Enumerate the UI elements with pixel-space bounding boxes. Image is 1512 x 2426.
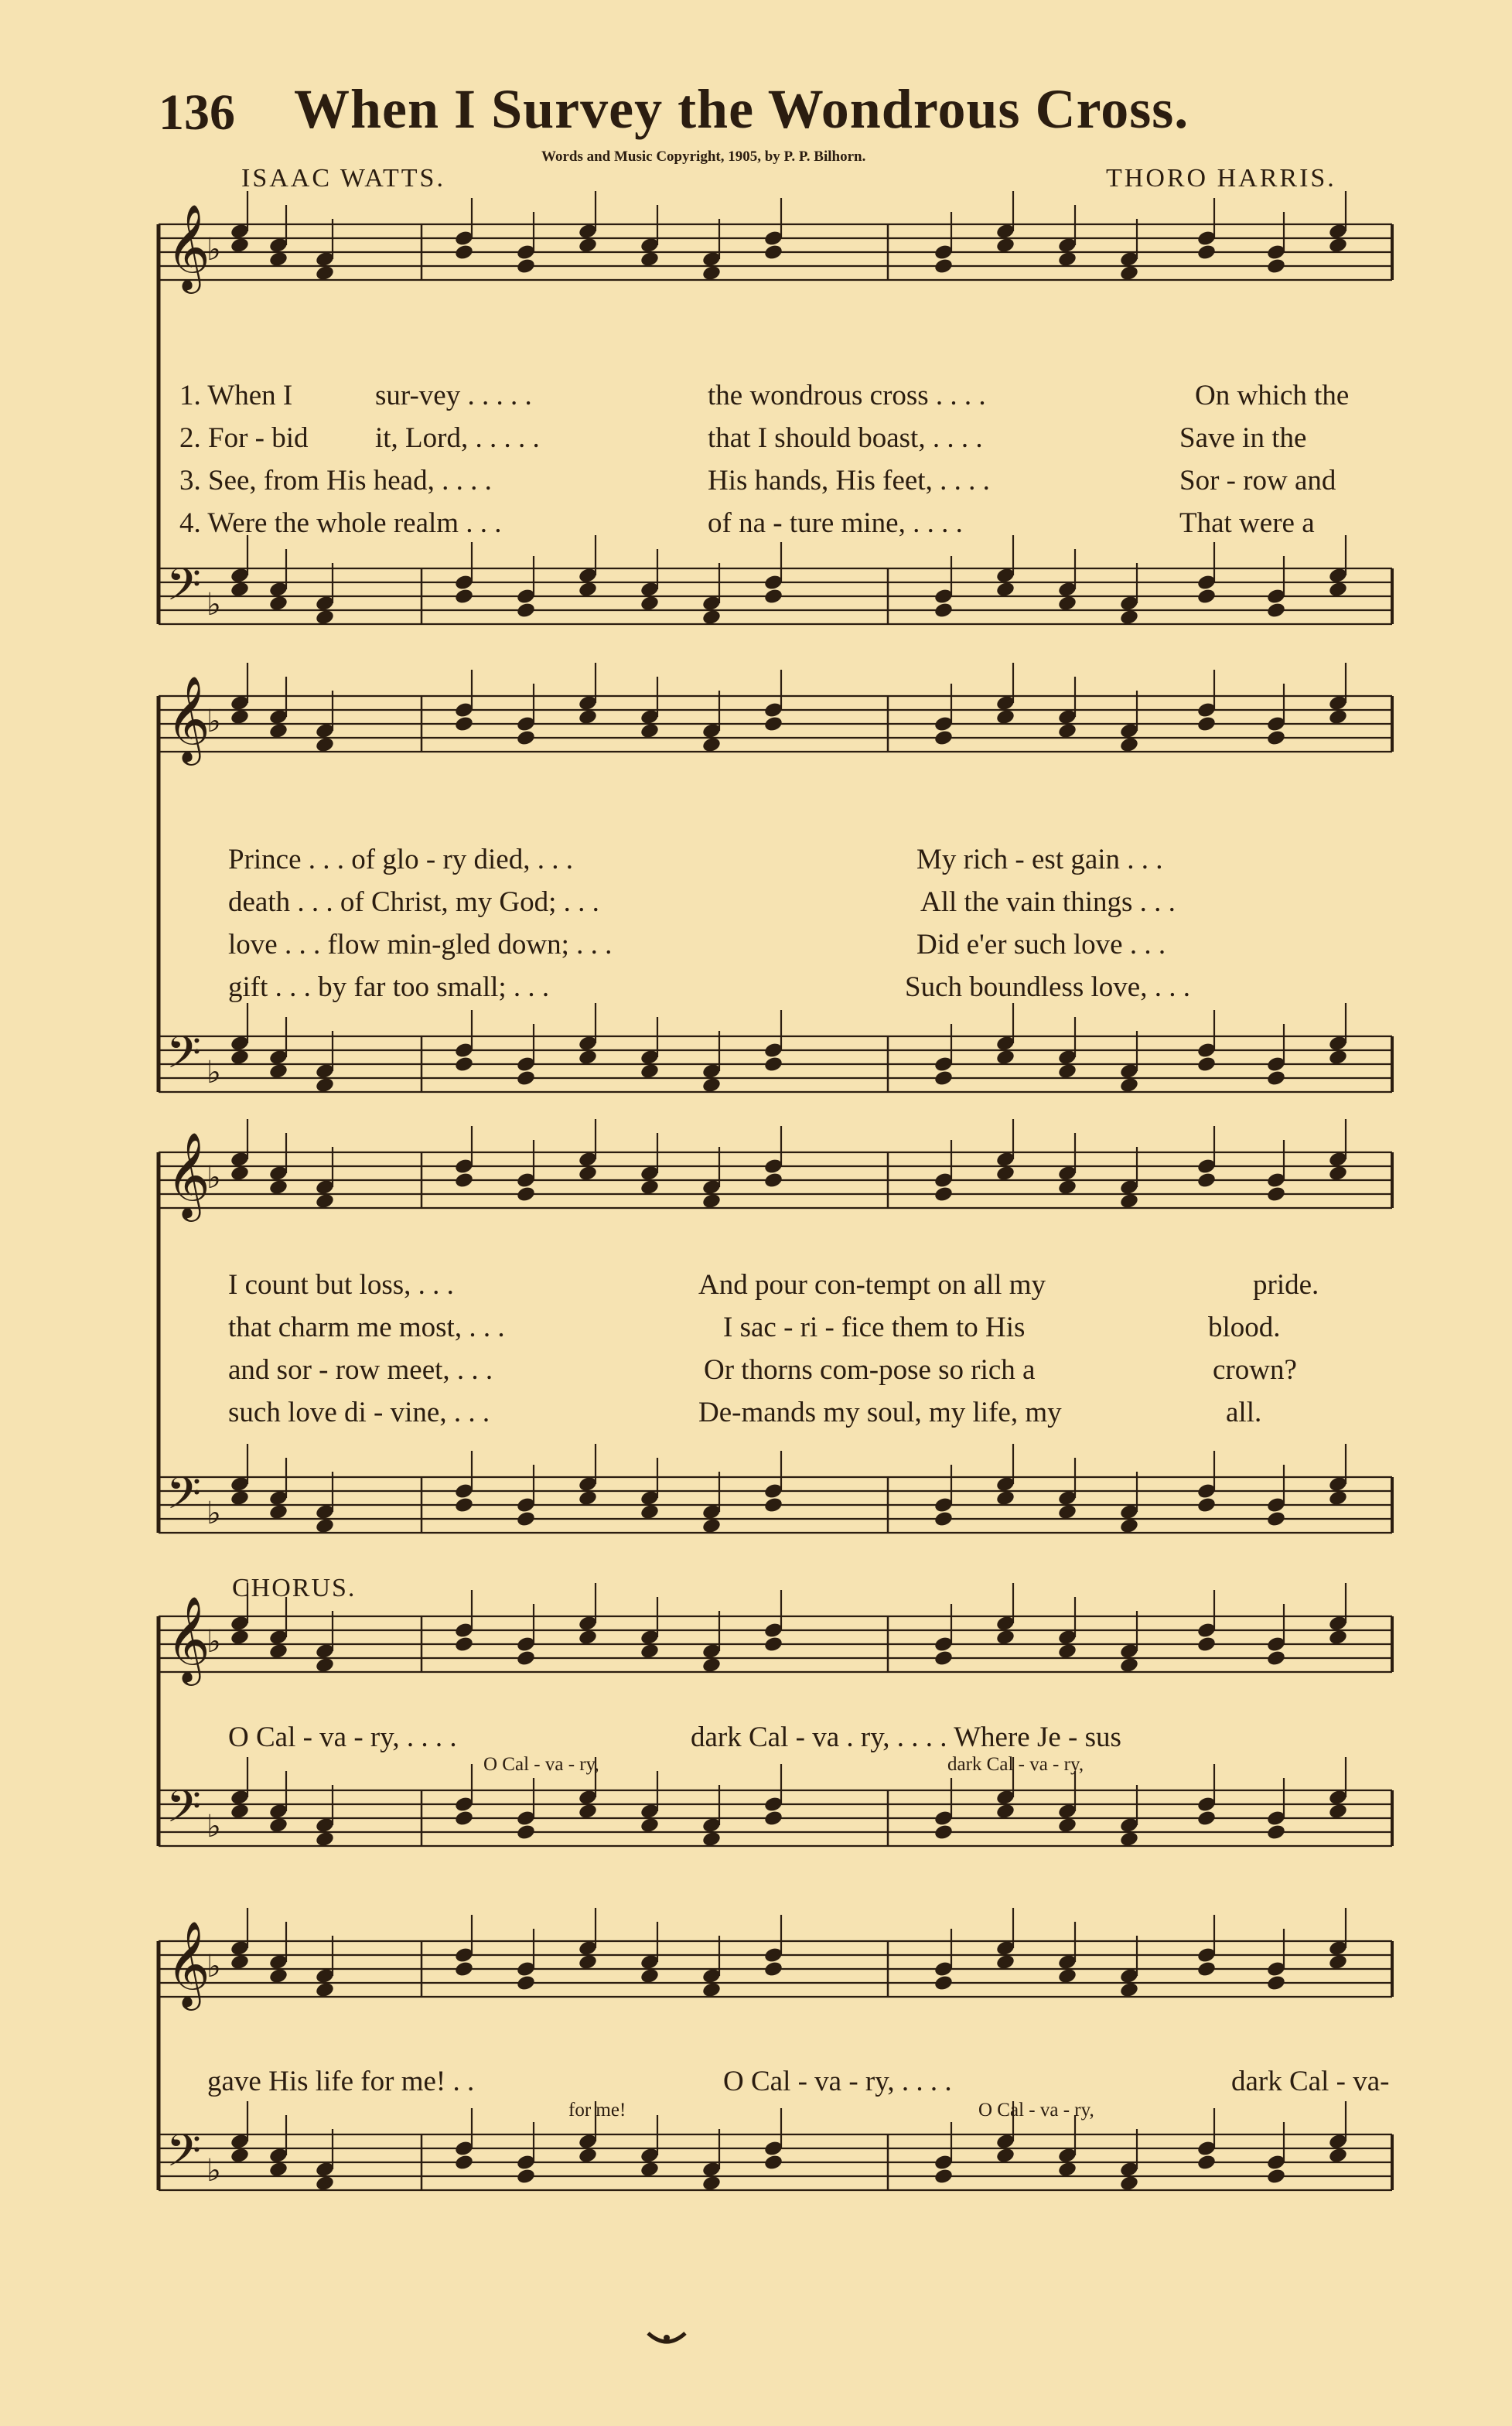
svg-text:♭: ♭ — [206, 1496, 221, 1531]
svg-text:♭: ♭ — [206, 704, 221, 739]
lyric-s1-v2-b: it, Lord, . . . . . — [375, 422, 540, 454]
svg-text:♭: ♭ — [206, 1624, 221, 1660]
lyric-s3-v3-c: crown? — [1213, 1354, 1297, 1386]
lyric-s3-v4-b: De-mands my soul, my life, my — [698, 1397, 1062, 1428]
svg-text:𝄞: 𝄞 — [166, 1131, 210, 1218]
svg-text:𝄢: 𝄢 — [166, 2124, 202, 2188]
composer: THORO HARRIS. — [1106, 164, 1336, 193]
system-2-score — [0, 675, 1512, 1114]
svg-text:𝄢: 𝄢 — [166, 1026, 202, 1090]
lyric-s2-v3-b: Did e'er such love . . . — [916, 929, 1166, 961]
lyric-s1-v3-a: 3. See, from His head, . . . . — [179, 465, 492, 496]
bass-staff-3 — [159, 1444, 1392, 1534]
svg-text:𝄞: 𝄞 — [166, 1920, 210, 2007]
lyric-s3-v1-c: pride. — [1253, 1269, 1319, 1301]
lyric-s3-v2-b: I sac - ri - fice them to His — [723, 1312, 1026, 1343]
lyric-s2-v1-a: Prince . . . of glo - ry died, . . . — [228, 844, 573, 875]
chorus-label: CHORUS. — [232, 1574, 357, 1602]
lyric-s1-v1-d: On which the — [1195, 380, 1350, 411]
lyric-s5-c: dark Cal - va- — [1231, 2066, 1390, 2097]
lyric-s2-v2-a: death . . . of Christ, my God; . . . — [228, 886, 599, 918]
lyric-s4-a: O Cal - va - ry, . . . . — [228, 1721, 457, 1753]
lyric-s5-b: O Cal - va - ry, . . . . — [723, 2066, 952, 2097]
lyric-s3-v3-b: Or thorns com-pose so rich a — [704, 1354, 1036, 1386]
lyric-s3-v2-a: that charm me most, . . . — [228, 1312, 505, 1343]
bass-staff-5 — [159, 2101, 1392, 2192]
svg-text:♭: ♭ — [206, 1949, 221, 1984]
lyric-s1-v1-a: 1. When I — [179, 380, 293, 411]
lyric-s2-v1-b: My rich - est gain . . . — [916, 844, 1163, 875]
lyric-s1-v4-a: 4. Were the whole realm . . . — [179, 507, 502, 539]
treble-staff-2 — [159, 663, 1392, 766]
lyric-s5-a: gave His life for me! . . — [207, 2066, 475, 2097]
lyric-s3-v2-c: blood. — [1208, 1312, 1281, 1343]
echo-s4-a: O Cal - va - ry, — [483, 1754, 599, 1775]
lyric-s1-v4-c: of na - ture mine, . . . . — [708, 507, 963, 539]
lyric-s1-v2-c: that I should boast, . . . . — [708, 422, 983, 454]
bass-staff-1 — [159, 535, 1392, 626]
svg-text:𝄢: 𝄢 — [166, 558, 202, 622]
echo-s4-b: dark Cal - va - ry, — [947, 1754, 1084, 1775]
echo-s5-a: for me! — [568, 2100, 626, 2121]
lyric-s3-v4-c: all. — [1226, 1397, 1262, 1428]
lyric-s1-v1-b: sur-vey . . . . . — [375, 380, 532, 411]
svg-text:𝄢: 𝄢 — [166, 1467, 202, 1530]
svg-text:♭: ♭ — [206, 1055, 221, 1090]
treble-staff-5 — [159, 1908, 1392, 2011]
fermata-mark — [0, 2324, 1512, 2355]
lyric-s2-v2-b: All the vain things . . . — [920, 886, 1176, 918]
lyric-s3-v4-a: such love di - vine, . . . — [228, 1397, 490, 1428]
lyric-s1-v2-a: 2. For - bid — [179, 422, 309, 454]
treble-staff-1 — [159, 191, 1392, 294]
lyric-s3-v1-b: And pour con-tempt on all my — [698, 1269, 1046, 1301]
lyric-s2-v4-b: Such boundless love, . . . — [905, 971, 1190, 1003]
treble-staff-3 — [159, 1119, 1392, 1222]
lyric-s1-v1-c: the wondrous cross . . . . — [708, 380, 986, 411]
svg-text:♭: ♭ — [206, 2153, 221, 2189]
svg-text:𝄞: 𝄞 — [166, 1595, 210, 1682]
lyric-s2-v4-a: gift . . . by far too small; . . . — [228, 971, 550, 1003]
svg-text:♭: ♭ — [206, 587, 221, 623]
echo-s5-b: O Cal - va - ry, — [978, 2100, 1094, 2121]
svg-text:𝄞: 𝄞 — [166, 203, 210, 290]
lyric-s1-v3-c: His hands, His feet, . . . . — [708, 465, 990, 496]
lyric-s1-v4-d: That were a — [1179, 507, 1315, 539]
svg-text:♭: ♭ — [206, 1160, 221, 1196]
svg-text:𝄢: 𝄢 — [166, 1780, 202, 1844]
lyric-s1-v2-d: Save in the — [1179, 422, 1307, 454]
lyric-s4-b: dark Cal - va . ry, . . . . Where Je - sus — [691, 1721, 1121, 1753]
hymn-number: 136 — [159, 84, 235, 141]
svg-text:𝄞: 𝄞 — [166, 675, 210, 762]
lyricist: ISAAC WATTS. — [241, 164, 445, 193]
copyright-notice: Words and Music Copyright, 1905, by P. P. Bilhorn. — [541, 148, 866, 165]
hymn-title: When I Survey the Wondrous Cross. — [294, 78, 1189, 140]
lyric-s3-v1-a: I count but loss, . . . — [228, 1269, 454, 1301]
svg-text:♭: ♭ — [206, 1809, 221, 1844]
lyric-s1-v3-d: Sor - row and — [1179, 465, 1336, 496]
lyric-s2-v3-a: love . . . flow min-gled down; . . . — [228, 929, 613, 961]
bass-staff-4 — [159, 1757, 1392, 1848]
lyric-s3-v3-a: and sor - row meet, . . . — [228, 1354, 493, 1386]
svg-text:♭: ♭ — [206, 232, 221, 268]
bass-staff-2 — [159, 1003, 1392, 1094]
